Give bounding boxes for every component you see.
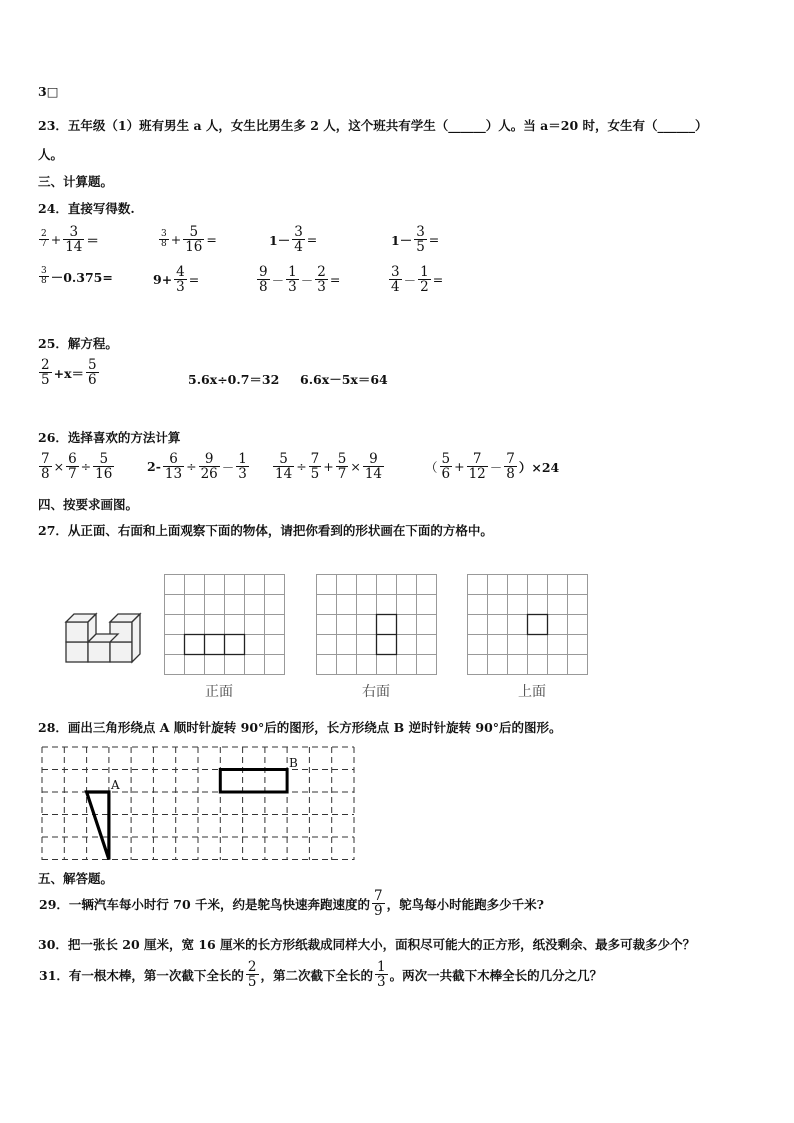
front-view-caption: 正面 bbox=[205, 684, 233, 700]
right-view-caption: 右面 bbox=[362, 684, 390, 700]
question-24-title: 24．直接写得数. bbox=[38, 201, 135, 216]
question-26-title: 26．选择喜欢的方法计算 bbox=[38, 430, 181, 445]
q24-expr-4: 1－ $\frac{3}{5}$ = bbox=[391, 224, 440, 256]
front-view-grid bbox=[164, 574, 288, 678]
section-4-title: 四、按要求画图。 bbox=[38, 497, 139, 512]
top-view-caption: 上面 bbox=[518, 684, 546, 700]
q26-expr-3: $\frac{5}{14}$ ÷ $\frac{7}{5}$ + $\frac{5}{7}$ × $\frac{9}{14}$ bbox=[275, 451, 383, 483]
q24-expr-7: $\frac{9}{8}$ － $\frac{1}{3}$ － $\frac{2}{3}$ = bbox=[259, 264, 341, 296]
q24-expr-8: $\frac{3}{4}$ － $\frac{1}{2}$ = bbox=[391, 264, 444, 296]
q24-expr-1: $\frac{2}{7}$ + $\frac{3}{14}$ ＝ bbox=[41, 224, 99, 256]
point-b-label: B bbox=[289, 756, 298, 770]
question-27-title: 27．从正面、右面和上面观察下面的物体，请把你看到的形状画在下面的方格中。 bbox=[38, 523, 493, 538]
question-23-line1: 23．五年级（1）班有男生 a 人，女生比男生多 2 人，这个班共有学生（______）人。当 a＝20 时，女生有（______） bbox=[38, 118, 708, 133]
question-23-line2: 人。 bbox=[38, 147, 64, 162]
q26-expr-2: 2- $\frac{6}{13}$ ÷ $\frac{9}{26}$ － $\frac{1}{3}$ bbox=[147, 451, 247, 483]
page-fragment: 3□ bbox=[38, 84, 59, 99]
right-view-grid bbox=[316, 574, 440, 678]
q25-equation-1: $\frac{2}{5}$ +x＝ $\frac{5}{6}$ bbox=[41, 357, 97, 389]
q25-equation-2: 5.6x÷0.7＝32 bbox=[188, 372, 280, 387]
question-25-title: 25．解方程。 bbox=[38, 336, 118, 351]
question-31: 31．有一根木棒，第一次截下全长的 $\frac{2}{5}$ ，第二次截下全长的 $\frac{1}{3}$ 。两次一共截下木棒全长的几分之几？ bbox=[39, 959, 603, 991]
q24-expr-3: 1－ $\frac{3}{4}$ = bbox=[269, 224, 318, 256]
q24-expr-2: $\frac{3}{8}$ + $\frac{5}{16}$ = bbox=[161, 224, 217, 256]
q25-equation-3: 6.6x－5x＝64 bbox=[300, 372, 388, 387]
q26-expr-4: （ $\frac{5}{6}$ + $\frac{7}{12}$ － $\frac{7}{8}$ ）×24 bbox=[425, 451, 560, 483]
q24-expr-5: $\frac{3}{8}$ －0.375= bbox=[41, 266, 113, 287]
question-28-title: 28．画出三角形绕点 A 顺时针旋转 90°后的图形，长方形绕点 B 逆时针旋转 90°后的图形。 bbox=[38, 720, 562, 735]
section-5-title: 五、解答题。 bbox=[38, 871, 114, 886]
question-29: 29．一辆汽车每小时行 70 千米，约是鸵鸟快速奔跑速度的 $\frac{7}{9}$ ，鸵鸟每小时能跑多少千米? bbox=[39, 888, 544, 920]
q26-expr-1: $\frac{7}{8}$ × $\frac{6}{7}$ ÷ $\frac{5}{16}$ bbox=[41, 451, 113, 483]
q24-expr-6: 9+ $\frac{4}{3}$ = bbox=[153, 264, 200, 296]
top-view-grid bbox=[467, 574, 591, 678]
rectangle-shape bbox=[220, 770, 287, 793]
point-a-label: A bbox=[111, 778, 120, 792]
triangle-shape bbox=[87, 792, 109, 860]
rotation-grid bbox=[38, 743, 358, 865]
question-30: 30．把一张长 20 厘米，宽 16 厘米的长方形纸裁成同样大小，面积尽可能大的正方形，纸没剩余、最多可裁多少个？ bbox=[38, 937, 696, 952]
cube-solid-figure bbox=[60, 608, 150, 664]
section-3-title: 三、计算题。 bbox=[38, 174, 114, 189]
